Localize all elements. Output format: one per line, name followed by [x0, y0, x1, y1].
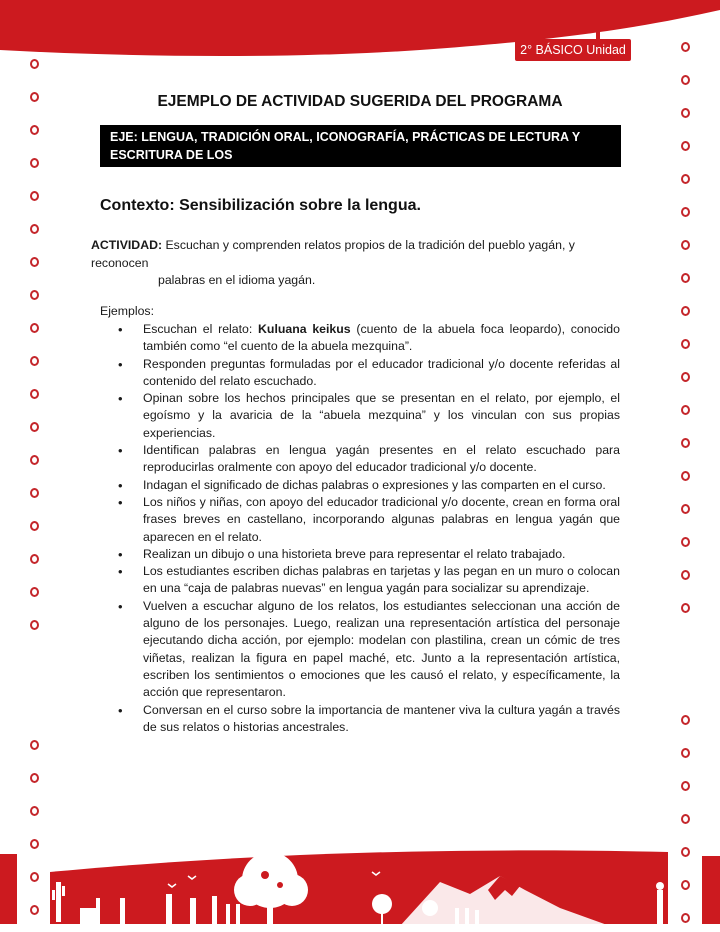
list-item [118, 390, 620, 442]
eje-banner [100, 125, 621, 180]
decorative-dot-icon [30, 323, 39, 333]
item-text: Los estudiantes escriben dichas palabras en tarjetas y las pegan en un muro o colocan en una “caja de palabras nuevas” en lengua yagán para socializar su aprendizaje. [143, 564, 620, 596]
decorative-dot-icon [30, 125, 39, 135]
decorative-dot-icon [30, 59, 39, 69]
decorative-dot-icon [30, 224, 39, 234]
item-text: Los niños y niñas, con apoyo del educador tradicional y/o docente, crean en forma oral frases breves en castellano, incorporando algunas palabras en lengua yagán que aparecen en el relato. [143, 494, 620, 544]
decorative-dot-icon [681, 603, 690, 613]
story-title: Kuluana keikus [258, 322, 351, 336]
decorative-dot-icon [681, 141, 690, 151]
context-heading: Contexto: Sensibilización sobre la lengua. [100, 197, 421, 214]
item-text: Vuelven a escuchar alguno de los relatos, los estudiantes seleccionan una acción de alguno de los personajes. Luego, realizan una representación artística del personaje ejecutando dicha acción, por ejemplo: modelan con plastilina, crean un cómic de tres viñetas, realizan la figura en papel maché, etc. Junto a la representación artística, escriben los sentimientos o emociones que les causó el relato, y específicamente, la acción que representaron. [143, 598, 620, 700]
item-text: Realizan un dibujo o una historieta breve para representar el relato trabajado. [143, 546, 566, 561]
decorative-dot-icon [681, 504, 690, 514]
examples-list [118, 321, 620, 736]
eje-line-1: EJE: LENGUA, TRADICIÓN ORAL, ICONOGRAFÍA, PRÁCTICAS DE LECTURA Y ESCRITURA DE LOS [110, 130, 580, 162]
list-item [118, 356, 620, 391]
decorative-dot-icon [681, 570, 690, 580]
decorative-dot-icon [30, 158, 39, 168]
item-text: Opinan sobre los hechos principales que se presentan en el relato, por ejemplo, el egoísmo y la avaricia de la “abuela mezquina” y los vinculan con sus propias experiencias. [143, 391, 620, 440]
activity-block [91, 237, 626, 290]
decorative-dot-icon [681, 781, 690, 791]
item-text: Escuchan el relato: [143, 322, 259, 336]
decorative-dot-icon [681, 715, 690, 725]
list-item [118, 442, 620, 477]
decorative-dot-icon [681, 207, 690, 217]
decorative-dot-icon [681, 438, 690, 448]
landscape-illustration-banner [0, 820, 720, 932]
decorative-dot-icon [681, 405, 690, 415]
decorative-dot-icon [681, 748, 690, 758]
decorative-dot-icon [30, 191, 39, 201]
decorative-dot-icon [681, 75, 690, 85]
item-text: Responden preguntas formuladas por el educador tradicional y/o docente referidas al contenido del relato escuchado. [143, 356, 620, 388]
decorative-dot-icon [681, 471, 690, 481]
decorative-dot-icon [30, 488, 39, 498]
decorative-dot-icon [30, 290, 39, 300]
activity-text-line-1: Escuchan y comprenden relatos propios de la tradición del pueblo yagán, y reconocen [91, 238, 575, 270]
decorative-dot-icon [30, 389, 39, 399]
decorative-dot-icon [30, 773, 39, 783]
list-item [118, 598, 620, 702]
list-item [118, 321, 620, 356]
decorative-dot-icon [681, 42, 690, 52]
decorative-dot-icon [30, 455, 39, 465]
decorative-dot-icon [681, 273, 690, 283]
item-text: Conversan en el curso sobre la importancia de mantener viva la cultura yagán a través de sus relatos o historias ancestrales. [143, 702, 620, 734]
list-item [118, 702, 620, 737]
decorative-dot-icon [30, 554, 39, 564]
decorative-dot-icon [30, 806, 39, 816]
decorative-dot-icon [681, 240, 690, 250]
page-title: EJEMPLO DE ACTIVIDAD SUGERIDA DEL PROGRAMA [157, 93, 563, 110]
list-item [118, 494, 620, 546]
item-text: (cuento de la abuela foca leopardo), conocido también como “el cuento de la abuela mezquina”. [143, 322, 620, 354]
item-text: Identifican palabras en lengua yagán presentes en el relato escuchado para reproducirlas oralmente con apoyo del educador tradicional y/o docente. [143, 443, 620, 475]
decorative-dot-icon [681, 372, 690, 382]
decorative-dot-icon [681, 174, 690, 184]
activity-text-line-2: palabras en el idioma yagán. [158, 273, 316, 287]
decorative-dot-icon [681, 537, 690, 547]
decorative-dot-icon [30, 422, 39, 432]
decorative-dot-icon [681, 306, 690, 316]
grade-unit-badge: 2° BÁSICO Unidad 1 [515, 39, 631, 61]
list-item [118, 546, 620, 563]
decorative-dot-icon [30, 587, 39, 597]
badge-stem [596, 26, 600, 40]
decorative-dot-icon [681, 339, 690, 349]
item-text: Indagan el significado de dichas palabras o expresiones y las comparten en el curso. [143, 477, 606, 492]
decorative-dot-icon [30, 257, 39, 267]
decorative-dot-icon [30, 356, 39, 366]
decorative-dot-icon [30, 521, 39, 531]
activity-label: ACTIVIDAD: [91, 238, 163, 252]
decorative-dot-icon [30, 620, 39, 630]
eje-line-2: PUEBLOS ORIGINARIOS. [110, 166, 262, 180]
list-item [118, 477, 620, 494]
decorative-dot-icon [30, 740, 39, 750]
examples-label: Ejemplos: [100, 304, 154, 318]
list-item [118, 563, 620, 598]
